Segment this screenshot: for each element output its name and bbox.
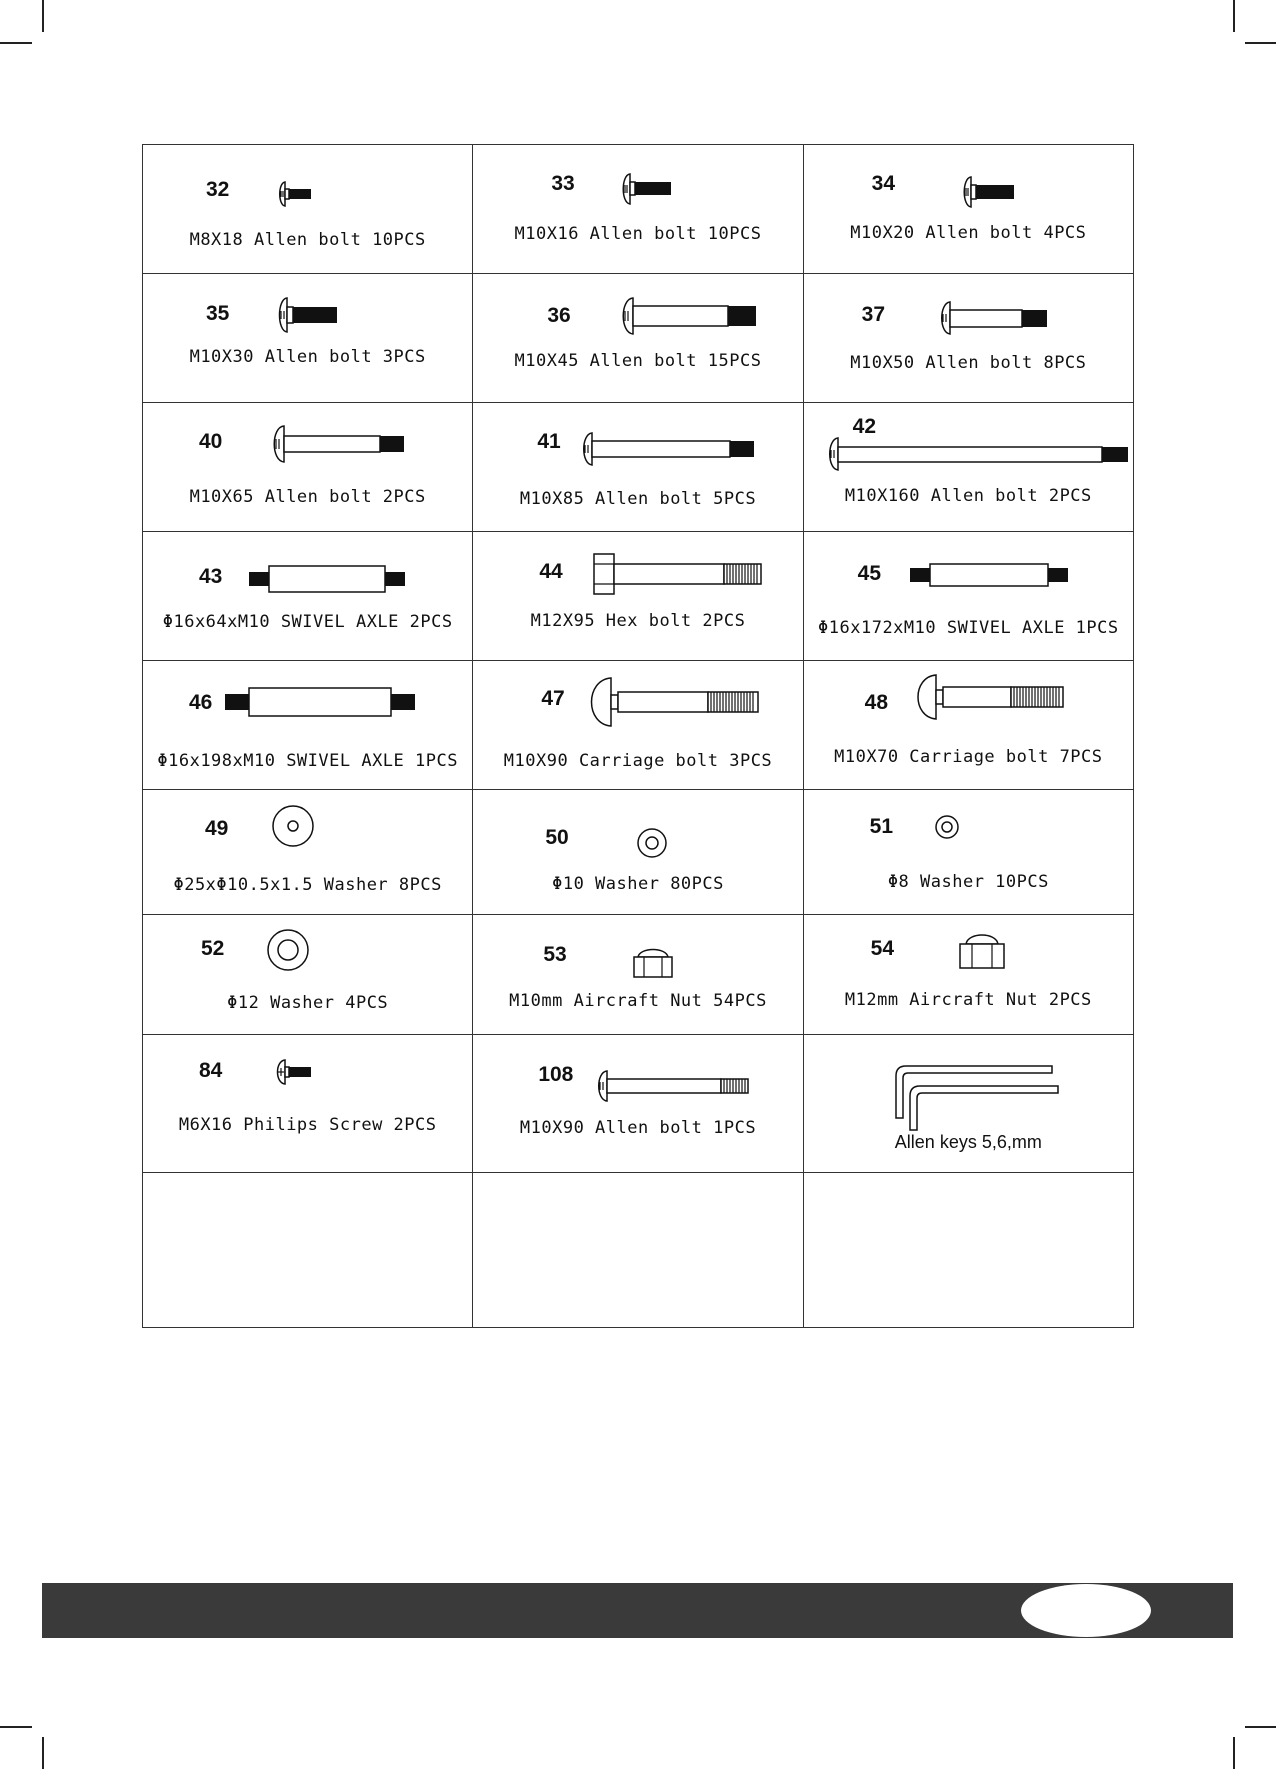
part-cell <box>143 1035 473 1173</box>
part-label: M10X160 Allen bolt 2PCS <box>844 486 1092 506</box>
part-cell <box>473 1035 803 1173</box>
part-cell <box>143 145 473 274</box>
crop-mark <box>1233 1737 1235 1769</box>
allen-bolt-icon <box>938 300 1050 336</box>
allen-bolt-icon <box>620 172 676 206</box>
part-label: M10X20 Allen bolt 4PCS <box>850 223 1087 243</box>
part-label: M10X16 Allen bolt 10PCS <box>514 224 762 244</box>
allen-bolt-icon <box>270 424 406 464</box>
hex-bolt-icon <box>592 552 764 596</box>
part-cell <box>473 145 803 274</box>
part-label: M10X30 Allen bolt 3PCS <box>189 347 426 367</box>
part-cell <box>473 403 803 532</box>
empty-cell <box>803 1173 1133 1328</box>
part-cell <box>473 532 803 661</box>
part-cell <box>803 790 1133 915</box>
part-label: M10X50 Allen bolt 8PCS <box>850 353 1087 373</box>
part-number: 33 <box>551 172 575 195</box>
part-number: 46 <box>189 691 213 714</box>
part-number: 35 <box>206 302 230 325</box>
empty-cell <box>473 1173 803 1328</box>
allen-bolt-icon <box>595 1069 751 1103</box>
part-label: Φ12 Washer 4PCS <box>227 993 389 1013</box>
part-number: 52 <box>201 937 225 960</box>
washer-icon <box>271 804 315 848</box>
part-label: Φ8 Washer 10PCS <box>887 872 1049 892</box>
empty-cell <box>143 1173 473 1328</box>
part-number: 108 <box>538 1063 574 1086</box>
part-label: M10mm Aircraft Nut 54PCS <box>509 991 767 1011</box>
part-number: 47 <box>541 687 565 710</box>
part-label: Φ25xΦ10.5x1.5 Washer 8PCS <box>173 875 442 895</box>
part-cell <box>803 661 1133 790</box>
part-number: 54 <box>870 937 895 960</box>
washer-icon <box>636 827 668 859</box>
allen-bolt-icon <box>961 175 1017 209</box>
part-cell <box>803 145 1133 274</box>
allen-keys-icon <box>892 1062 1064 1132</box>
allen-bolt-icon <box>580 431 756 467</box>
part-cell <box>473 915 803 1035</box>
part-cell <box>803 1035 1133 1173</box>
crop-mark <box>0 1726 32 1728</box>
philips-screw-icon <box>275 1058 315 1086</box>
part-number: 41 <box>537 430 561 453</box>
page-number-oval <box>1021 1584 1151 1637</box>
part-cell <box>473 661 803 790</box>
part-cell <box>803 274 1133 403</box>
allen-bolt-icon <box>826 436 1130 472</box>
part-number: 40 <box>199 430 223 453</box>
part-cell <box>143 403 473 532</box>
swivel-axle-icon <box>908 562 1070 588</box>
carriage-bolt-icon <box>589 676 761 728</box>
part-label: Φ16x198xM10 SWIVEL AXLE 1PCS <box>157 751 458 771</box>
part-number: 43 <box>199 565 223 588</box>
part-cell <box>473 790 803 915</box>
part-label: Allen keys 5,6,mm <box>894 1132 1042 1152</box>
part-number: 50 <box>545 826 569 849</box>
allen-bolt-icon <box>619 296 759 336</box>
crop-mark <box>0 42 32 44</box>
part-label: M10X70 Carriage bolt 7PCS <box>834 747 1103 767</box>
part-cell <box>473 274 803 403</box>
part-label: M10X45 Allen bolt 15PCS <box>514 351 762 371</box>
part-cell <box>143 790 473 915</box>
washer-icon <box>933 813 961 841</box>
part-label: M10X85 Allen bolt 5PCS <box>519 489 757 509</box>
swivel-axle-icon <box>247 564 407 594</box>
part-number: 42 <box>852 415 877 438</box>
part-number: 34 <box>871 172 896 195</box>
part-cell <box>143 274 473 403</box>
swivel-axle-icon <box>223 686 417 718</box>
parts-list-table <box>142 144 1134 1328</box>
part-number: 48 <box>864 691 889 714</box>
crop-mark <box>1245 1726 1276 1728</box>
part-label: M10X90 Carriage bolt 3PCS <box>503 751 773 771</box>
part-number: 37 <box>861 303 886 326</box>
crop-mark <box>42 0 44 32</box>
part-cell <box>803 915 1133 1035</box>
part-number: 51 <box>869 815 894 838</box>
carriage-bolt-icon <box>916 673 1066 721</box>
part-number: 36 <box>547 304 571 327</box>
part-cell <box>143 532 473 661</box>
washer-icon <box>266 928 310 972</box>
aircraft-nut-icon <box>956 930 1008 970</box>
crop-mark <box>42 1737 44 1769</box>
part-cell <box>143 915 473 1035</box>
part-cell <box>803 532 1133 661</box>
part-label: Φ16x64xM10 SWIVEL AXLE 2PCS <box>162 612 453 632</box>
part-number: 44 <box>539 560 563 583</box>
part-label: Φ10 Washer 80PCS <box>552 874 724 894</box>
part-number: 49 <box>205 817 229 840</box>
part-cell <box>803 403 1133 532</box>
allen-bolt-icon <box>277 180 317 208</box>
part-number: 45 <box>857 562 882 585</box>
part-label: M8X18 Allen bolt 10PCS <box>189 230 426 250</box>
part-number: 84 <box>199 1059 223 1082</box>
part-label: M10X90 Allen bolt 1PCS <box>519 1118 757 1138</box>
part-cell <box>143 661 473 790</box>
crop-mark <box>1245 42 1276 44</box>
part-number: 32 <box>206 178 230 201</box>
part-label: M10X65 Allen bolt 2PCS <box>189 487 426 507</box>
crop-mark <box>1233 0 1235 32</box>
part-label: M12X95 Hex bolt 2PCS <box>530 611 746 631</box>
part-label: M12mm Aircraft Nut 2PCS <box>844 990 1092 1010</box>
part-number: 53 <box>543 943 567 966</box>
aircraft-nut-icon <box>630 943 676 979</box>
part-label: M6X16 Philips Screw 2PCS <box>178 1115 437 1135</box>
allen-bolt-icon <box>276 296 342 334</box>
part-label: Φ16x172xM10 SWIVEL AXLE 1PCS <box>818 618 1119 638</box>
